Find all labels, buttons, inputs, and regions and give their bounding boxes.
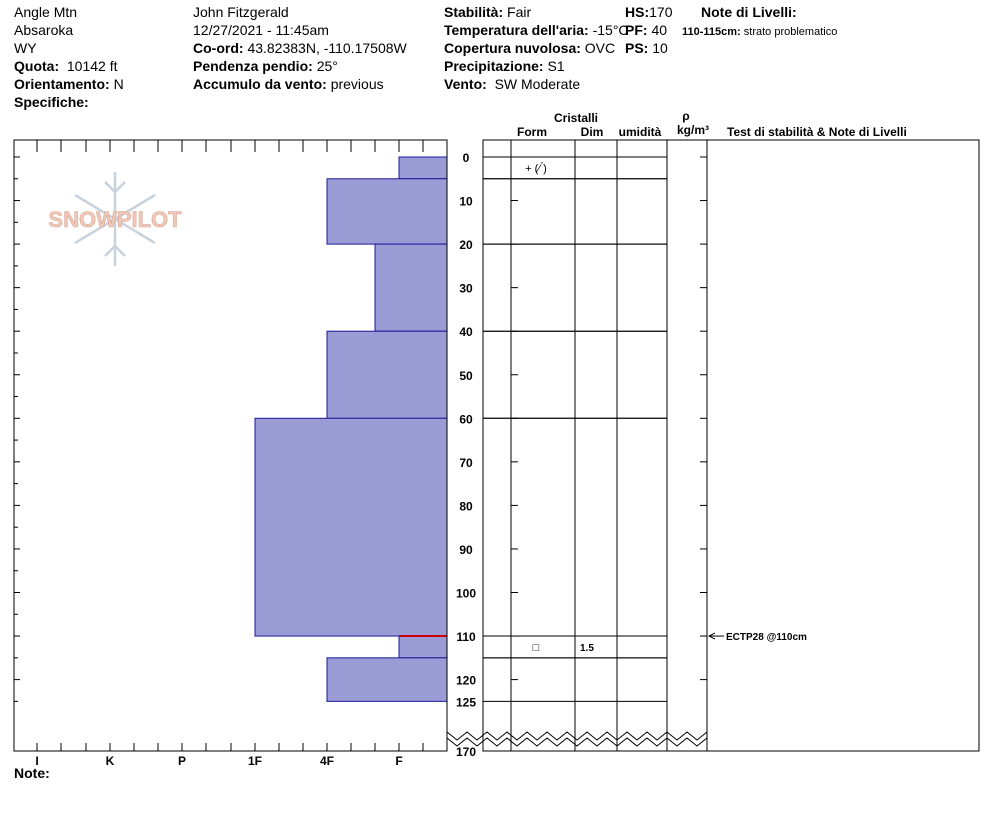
- depth-label-0: 0: [462, 151, 470, 165]
- ps-label: PS:: [625, 40, 649, 56]
- aspect-value: N: [113, 76, 124, 92]
- depth-label-30: 30: [459, 281, 473, 296]
- crystal-table-frame: [483, 140, 979, 751]
- hardness-label-I: I: [35, 754, 39, 768]
- depth-label-10: 10: [459, 194, 473, 209]
- stability-value: Fair: [507, 4, 532, 20]
- layer-note-text: strato problematico: [743, 26, 838, 38]
- moisture-header: umidità: [618, 125, 662, 139]
- coords-label: Co-ord:: [193, 40, 244, 56]
- pf-label: PF:: [625, 22, 648, 38]
- hardness-layer-1: [327, 179, 447, 244]
- rho-header: ρ: [682, 109, 690, 123]
- hardness-label-F: F: [395, 754, 403, 768]
- slope-label: Pendenza pendio:: [193, 58, 313, 74]
- hardness-layer-0: [399, 157, 447, 179]
- density-unit-header: kg/m³: [676, 123, 710, 137]
- notes-label: Note:: [14, 765, 50, 781]
- hardness-label-1F: 1F: [247, 754, 263, 768]
- depth-label-20: 20: [459, 238, 473, 253]
- watermark-text: SNOWPILOT: [48, 207, 182, 232]
- ps-value: 10: [652, 40, 668, 56]
- hardness-layer-3: [327, 331, 447, 418]
- hs-value: 170: [649, 4, 673, 20]
- depth-label-80: 80: [459, 499, 473, 514]
- depth-label-50: 50: [459, 368, 473, 383]
- crystals-header: Cristalli: [553, 111, 599, 125]
- precip-value: S1: [547, 58, 565, 74]
- depth-label-90: 90: [459, 542, 473, 557]
- location: Angle Mtn: [14, 4, 78, 20]
- layer-notes-title-text: Note di Livelli:: [701, 4, 797, 20]
- sky-value: OVC: [584, 40, 616, 56]
- dim-header: Dim: [580, 125, 604, 139]
- depth-label-125: 125: [455, 695, 477, 710]
- stability-test-0: ECTP28 @110cm: [726, 632, 807, 644]
- hardness-layer-5: [399, 636, 447, 658]
- depth-label-40: 40: [459, 325, 473, 340]
- depth-break-zigzag-2: [447, 738, 707, 746]
- pf-value: 40: [651, 22, 668, 38]
- observer: John Fitzgerald: [193, 4, 289, 20]
- aspect-label: Orientamento:: [14, 76, 110, 92]
- form-header: Form: [517, 125, 547, 139]
- state: WY: [14, 40, 37, 56]
- crystal-form-0: + (⁄ ́): [525, 162, 547, 175]
- hs-label: HS:: [625, 4, 650, 20]
- wind-value: SW Moderate: [494, 76, 581, 92]
- sky-label: Copertura nuvolosa:: [444, 40, 581, 56]
- snowpilot-watermark: [48, 172, 182, 266]
- wind-label: Vento:: [444, 76, 487, 92]
- elevation-label: Quota:: [14, 58, 60, 74]
- depth-label-110: 110: [456, 630, 476, 645]
- crystal-dim-5: 1.5: [580, 642, 594, 654]
- hardness-layer-2: [375, 244, 447, 331]
- hardness-label-P: P: [177, 754, 187, 768]
- crystal-form-5: □: [532, 641, 540, 654]
- depth-label-120: 120: [455, 673, 477, 688]
- stability-notes-header: Test di stabilità & Note di Livelli: [727, 125, 907, 139]
- stability-label: Stabilità:: [444, 4, 504, 20]
- hardness-layer-4: [255, 418, 447, 636]
- hardness-label-4F: 4F: [319, 754, 335, 768]
- depth-label-60: 60: [459, 412, 473, 427]
- depth-label-170: 170: [455, 744, 477, 759]
- specifics-label: Specifiche:: [14, 94, 89, 110]
- wind-loading-value: previous: [330, 76, 384, 92]
- precip-label: Precipitazione:: [444, 58, 544, 74]
- hardness-label-K: K: [105, 754, 115, 768]
- datetime: 12/27/2021 - 11:45am: [193, 22, 329, 38]
- coords-value: 43.82383N, -110.17508W: [247, 40, 407, 56]
- air-temp-value: -15°C: [592, 22, 629, 38]
- depth-label-70: 70: [459, 455, 473, 470]
- elevation-value: 10142 ft: [66, 58, 118, 74]
- air-temp-label: Temperatura dell'aria:: [444, 22, 589, 38]
- slope-value: 25°: [316, 58, 338, 74]
- wind-loading-label: Accumulo da vento:: [193, 76, 327, 92]
- hardness-layer-6: [327, 658, 447, 702]
- mountain-range: Absaroka: [14, 22, 74, 38]
- depth-label-100: 100: [455, 586, 477, 601]
- layer-note-depth: 110-115cm:: [682, 26, 741, 38]
